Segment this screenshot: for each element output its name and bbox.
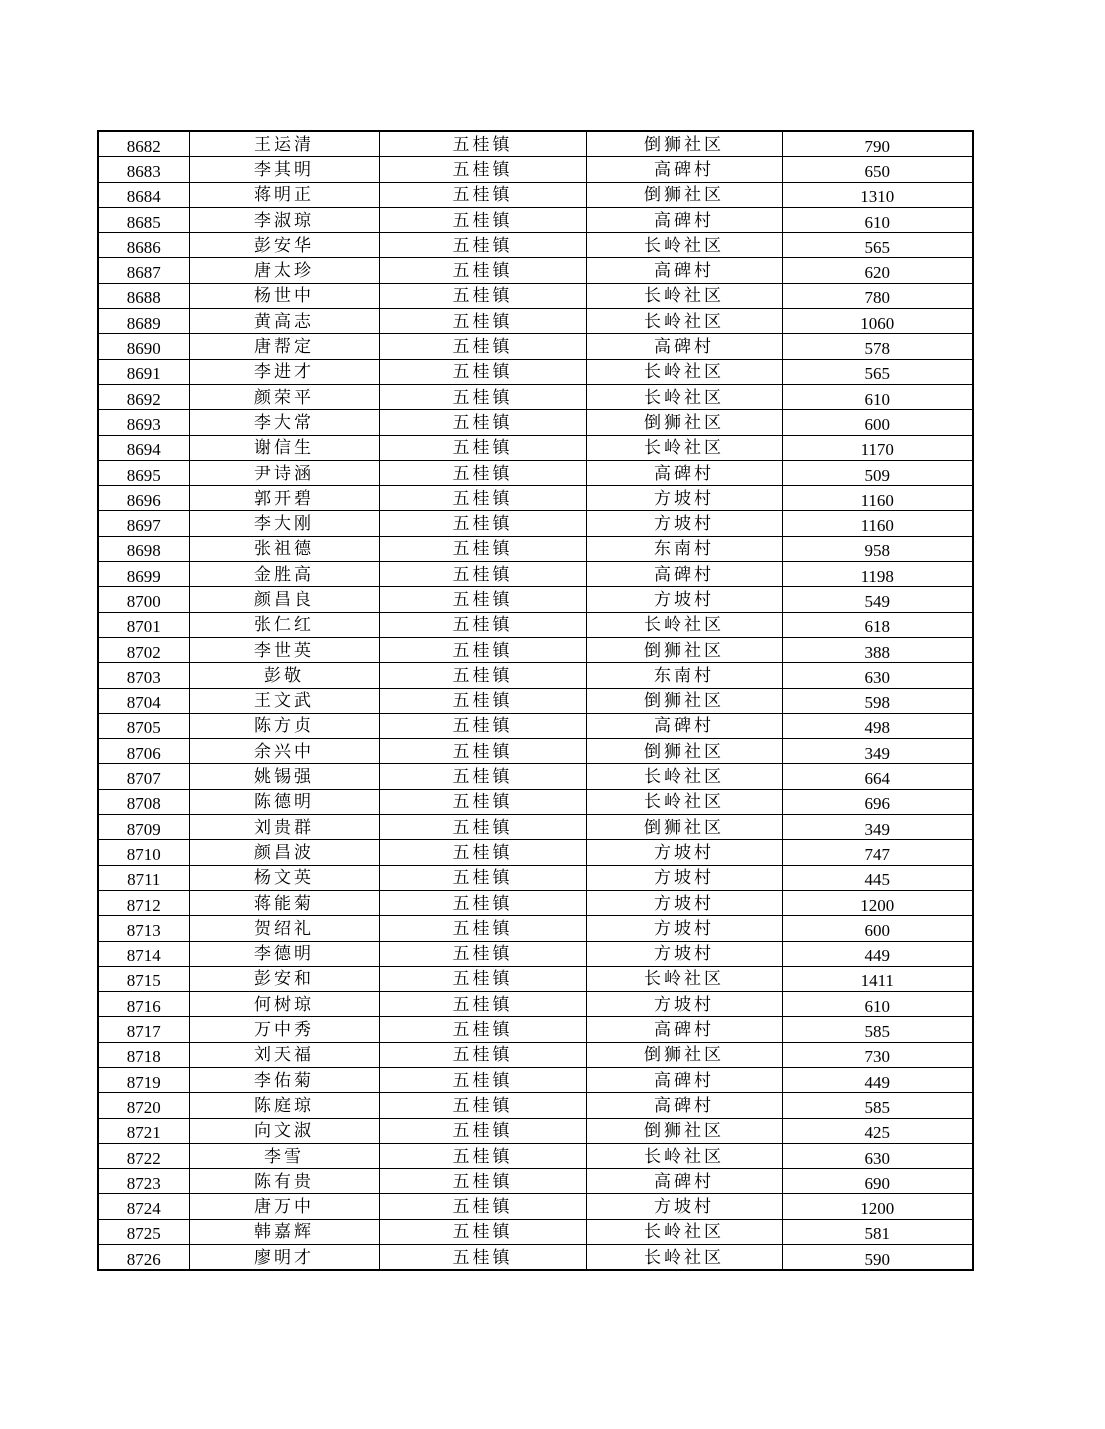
name-cell: 刘天福 [189, 1042, 379, 1067]
village-cell: 倒狮社区 [586, 1042, 782, 1067]
serial-number-cell: 8692 [98, 384, 189, 409]
serial-number-cell: 8710 [98, 840, 189, 865]
village-cell: 方坡村 [586, 865, 782, 890]
serial-number-cell: 8707 [98, 764, 189, 789]
village-cell: 高碑村 [586, 207, 782, 232]
table-row [98, 562, 973, 587]
town-cell: 五桂镇 [379, 283, 586, 308]
name-cell: 黄高志 [189, 309, 379, 334]
table-row [98, 764, 973, 789]
town-cell: 五桂镇 [379, 258, 586, 283]
amount-cell: 620 [782, 258, 973, 283]
village-cell: 倒狮社区 [586, 688, 782, 713]
table-row [98, 334, 973, 359]
table-row [98, 182, 973, 207]
amount-cell: 730 [782, 1042, 973, 1067]
town-cell: 五桂镇 [379, 1067, 586, 1092]
table-row [98, 460, 973, 485]
village-cell: 长岭社区 [586, 233, 782, 258]
amount-cell: 610 [782, 384, 973, 409]
name-cell: 向文淑 [189, 1118, 379, 1143]
town-cell: 五桂镇 [379, 1143, 586, 1168]
amount-cell: 349 [782, 815, 973, 840]
amount-cell: 958 [782, 536, 973, 561]
serial-number-cell: 8698 [98, 536, 189, 561]
name-cell: 金胜高 [189, 562, 379, 587]
village-cell: 方坡村 [586, 1194, 782, 1219]
town-cell: 五桂镇 [379, 865, 586, 890]
village-cell: 高碑村 [586, 1067, 782, 1092]
name-cell: 唐万中 [189, 1194, 379, 1219]
town-cell: 五桂镇 [379, 1118, 586, 1143]
village-cell: 长岭社区 [586, 359, 782, 384]
village-cell: 高碑村 [586, 1017, 782, 1042]
serial-number-cell: 8724 [98, 1194, 189, 1219]
amount-cell: 600 [782, 410, 973, 435]
town-cell: 五桂镇 [379, 1245, 586, 1271]
village-cell: 方坡村 [586, 587, 782, 612]
table-row [98, 1169, 973, 1194]
name-cell: 彭安华 [189, 233, 379, 258]
village-cell: 高碑村 [586, 713, 782, 738]
table-row [98, 1042, 973, 1067]
name-cell: 李德明 [189, 941, 379, 966]
table-row [98, 1118, 973, 1143]
village-cell: 长岭社区 [586, 966, 782, 991]
town-cell: 五桂镇 [379, 612, 586, 637]
name-cell: 李佑菊 [189, 1067, 379, 1092]
name-cell: 杨文英 [189, 865, 379, 890]
name-cell: 李雪 [189, 1143, 379, 1168]
town-cell: 五桂镇 [379, 334, 586, 359]
amount-cell: 1310 [782, 182, 973, 207]
village-cell: 高碑村 [586, 258, 782, 283]
serial-number-cell: 8702 [98, 637, 189, 662]
table-row [98, 131, 973, 157]
amount-cell: 618 [782, 612, 973, 637]
village-cell: 长岭社区 [586, 283, 782, 308]
name-cell: 陈庭琼 [189, 1093, 379, 1118]
serial-number-cell: 8686 [98, 233, 189, 258]
serial-number-cell: 8690 [98, 334, 189, 359]
village-cell: 倒狮社区 [586, 131, 782, 157]
serial-number-cell: 8723 [98, 1169, 189, 1194]
village-cell: 倒狮社区 [586, 637, 782, 662]
amount-cell: 790 [782, 131, 973, 157]
village-cell: 长岭社区 [586, 1219, 782, 1244]
table-row [98, 815, 973, 840]
name-cell: 唐太珍 [189, 258, 379, 283]
serial-number-cell: 8716 [98, 992, 189, 1017]
amount-cell: 610 [782, 207, 973, 232]
town-cell: 五桂镇 [379, 764, 586, 789]
town-cell: 五桂镇 [379, 916, 586, 941]
amount-cell: 1198 [782, 562, 973, 587]
amount-cell: 600 [782, 916, 973, 941]
village-cell: 高碑村 [586, 157, 782, 182]
amount-cell: 696 [782, 789, 973, 814]
town-cell: 五桂镇 [379, 207, 586, 232]
serial-number-cell: 8713 [98, 916, 189, 941]
name-cell: 杨世中 [189, 283, 379, 308]
amount-cell: 1160 [782, 511, 973, 536]
table-row [98, 966, 973, 991]
table-row [98, 283, 973, 308]
serial-number-cell: 8721 [98, 1118, 189, 1143]
name-cell: 陈有贵 [189, 1169, 379, 1194]
name-cell: 彭敬 [189, 663, 379, 688]
amount-cell: 565 [782, 233, 973, 258]
town-cell: 五桂镇 [379, 713, 586, 738]
serial-number-cell: 8715 [98, 966, 189, 991]
serial-number-cell: 8683 [98, 157, 189, 182]
table-row [98, 941, 973, 966]
town-cell: 五桂镇 [379, 941, 586, 966]
amount-cell: 509 [782, 460, 973, 485]
village-cell: 东南村 [586, 663, 782, 688]
table-row [98, 233, 973, 258]
amount-cell: 388 [782, 637, 973, 662]
name-cell: 唐帮定 [189, 334, 379, 359]
town-cell: 五桂镇 [379, 435, 586, 460]
name-cell: 蒋明正 [189, 182, 379, 207]
table-row [98, 840, 973, 865]
town-cell: 五桂镇 [379, 410, 586, 435]
village-cell: 倒狮社区 [586, 739, 782, 764]
table-row [98, 916, 973, 941]
table-row [98, 410, 973, 435]
town-cell: 五桂镇 [379, 890, 586, 915]
serial-number-cell: 8697 [98, 511, 189, 536]
amount-cell: 780 [782, 283, 973, 308]
name-cell: 李大常 [189, 410, 379, 435]
village-cell: 方坡村 [586, 890, 782, 915]
amount-cell: 690 [782, 1169, 973, 1194]
table-row [98, 1017, 973, 1042]
serial-number-cell: 8704 [98, 688, 189, 713]
amount-cell: 565 [782, 359, 973, 384]
town-cell: 五桂镇 [379, 1017, 586, 1042]
town-cell: 五桂镇 [379, 637, 586, 662]
village-cell: 高碑村 [586, 562, 782, 587]
name-cell: 王运清 [189, 131, 379, 157]
name-cell: 王文武 [189, 688, 379, 713]
village-cell: 长岭社区 [586, 612, 782, 637]
amount-cell: 445 [782, 865, 973, 890]
name-cell: 姚锡强 [189, 764, 379, 789]
town-cell: 五桂镇 [379, 1169, 586, 1194]
serial-number-cell: 8696 [98, 486, 189, 511]
town-cell: 五桂镇 [379, 1042, 586, 1067]
village-cell: 长岭社区 [586, 309, 782, 334]
serial-number-cell: 8684 [98, 182, 189, 207]
serial-number-cell: 8703 [98, 663, 189, 688]
village-cell: 高碑村 [586, 1169, 782, 1194]
amount-cell: 610 [782, 992, 973, 1017]
amount-cell: 1160 [782, 486, 973, 511]
town-cell: 五桂镇 [379, 486, 586, 511]
serial-number-cell: 8693 [98, 410, 189, 435]
town-cell: 五桂镇 [379, 992, 586, 1017]
town-cell: 五桂镇 [379, 359, 586, 384]
name-cell: 韩嘉辉 [189, 1219, 379, 1244]
town-cell: 五桂镇 [379, 587, 586, 612]
amount-cell: 1170 [782, 435, 973, 460]
table-row [98, 713, 973, 738]
amount-cell: 578 [782, 334, 973, 359]
amount-cell: 590 [782, 1245, 973, 1271]
town-cell: 五桂镇 [379, 309, 586, 334]
amount-cell: 585 [782, 1093, 973, 1118]
amount-cell: 1200 [782, 1194, 973, 1219]
amount-cell: 449 [782, 941, 973, 966]
name-cell: 李进才 [189, 359, 379, 384]
village-cell: 高碑村 [586, 334, 782, 359]
amount-cell: 1060 [782, 309, 973, 334]
serial-number-cell: 8700 [98, 587, 189, 612]
village-cell: 方坡村 [586, 511, 782, 536]
town-cell: 五桂镇 [379, 688, 586, 713]
village-cell: 长岭社区 [586, 435, 782, 460]
town-cell: 五桂镇 [379, 663, 586, 688]
village-cell: 倒狮社区 [586, 815, 782, 840]
name-cell: 张仁红 [189, 612, 379, 637]
serial-number-cell: 8706 [98, 739, 189, 764]
table-row [98, 309, 973, 334]
table-row [98, 587, 973, 612]
amount-cell: 664 [782, 764, 973, 789]
village-cell: 东南村 [586, 536, 782, 561]
table-row [98, 486, 973, 511]
village-cell: 长岭社区 [586, 1143, 782, 1168]
serial-number-cell: 8717 [98, 1017, 189, 1042]
name-cell: 颜昌良 [189, 587, 379, 612]
name-cell: 刘贵群 [189, 815, 379, 840]
table-row [98, 207, 973, 232]
name-cell: 张祖德 [189, 536, 379, 561]
table-row [98, 258, 973, 283]
village-cell: 方坡村 [586, 992, 782, 1017]
town-cell: 五桂镇 [379, 1219, 586, 1244]
serial-number-cell: 8708 [98, 789, 189, 814]
amount-cell: 1200 [782, 890, 973, 915]
name-cell: 李世英 [189, 637, 379, 662]
table-row [98, 865, 973, 890]
serial-number-cell: 8691 [98, 359, 189, 384]
serial-number-cell: 8711 [98, 865, 189, 890]
town-cell: 五桂镇 [379, 815, 586, 840]
town-cell: 五桂镇 [379, 1093, 586, 1118]
serial-number-cell: 8682 [98, 131, 189, 157]
name-cell: 何树琼 [189, 992, 379, 1017]
town-cell: 五桂镇 [379, 739, 586, 764]
table-row [98, 1093, 973, 1118]
table-row [98, 157, 973, 182]
village-cell: 方坡村 [586, 486, 782, 511]
serial-number-cell: 8685 [98, 207, 189, 232]
town-cell: 五桂镇 [379, 233, 586, 258]
town-cell: 五桂镇 [379, 789, 586, 814]
name-cell: 余兴中 [189, 739, 379, 764]
town-cell: 五桂镇 [379, 536, 586, 561]
serial-number-cell: 8695 [98, 460, 189, 485]
town-cell: 五桂镇 [379, 840, 586, 865]
name-cell: 陈德明 [189, 789, 379, 814]
table-row [98, 992, 973, 1017]
table-row [98, 1143, 973, 1168]
amount-cell: 498 [782, 713, 973, 738]
serial-number-cell: 8699 [98, 562, 189, 587]
serial-number-cell: 8726 [98, 1245, 189, 1271]
amount-cell: 1411 [782, 966, 973, 991]
serial-number-cell: 8709 [98, 815, 189, 840]
table-row [98, 435, 973, 460]
town-cell: 五桂镇 [379, 182, 586, 207]
name-cell: 谢信生 [189, 435, 379, 460]
serial-number-cell: 8720 [98, 1093, 189, 1118]
name-cell: 李其明 [189, 157, 379, 182]
name-cell: 蒋能菊 [189, 890, 379, 915]
amount-cell: 630 [782, 1143, 973, 1168]
name-cell: 郭开碧 [189, 486, 379, 511]
amount-cell: 349 [782, 739, 973, 764]
serial-number-cell: 8705 [98, 713, 189, 738]
village-cell: 高碑村 [586, 460, 782, 485]
village-cell: 长岭社区 [586, 789, 782, 814]
town-cell: 五桂镇 [379, 966, 586, 991]
name-cell: 李淑琼 [189, 207, 379, 232]
table-row [98, 890, 973, 915]
serial-number-cell: 8712 [98, 890, 189, 915]
table-row [98, 688, 973, 713]
serial-number-cell: 8718 [98, 1042, 189, 1067]
village-cell: 倒狮社区 [586, 182, 782, 207]
amount-cell: 549 [782, 587, 973, 612]
village-cell: 长岭社区 [586, 384, 782, 409]
table-row [98, 612, 973, 637]
amount-cell: 585 [782, 1017, 973, 1042]
village-cell: 倒狮社区 [586, 410, 782, 435]
amount-cell: 449 [782, 1067, 973, 1092]
serial-number-cell: 8689 [98, 309, 189, 334]
table-row [98, 739, 973, 764]
town-cell: 五桂镇 [379, 384, 586, 409]
serial-number-cell: 8719 [98, 1067, 189, 1092]
village-cell: 长岭社区 [586, 1245, 782, 1271]
table-row [98, 511, 973, 536]
amount-cell: 581 [782, 1219, 973, 1244]
name-cell: 贺绍礼 [189, 916, 379, 941]
name-cell: 李大刚 [189, 511, 379, 536]
table-row [98, 1194, 973, 1219]
serial-number-cell: 8687 [98, 258, 189, 283]
name-cell: 陈方贞 [189, 713, 379, 738]
town-cell: 五桂镇 [379, 562, 586, 587]
serial-number-cell: 8714 [98, 941, 189, 966]
name-cell: 彭安和 [189, 966, 379, 991]
amount-cell: 630 [782, 663, 973, 688]
village-cell: 倒狮社区 [586, 1118, 782, 1143]
records-table [97, 130, 974, 1271]
name-cell: 颜昌波 [189, 840, 379, 865]
village-cell: 长岭社区 [586, 764, 782, 789]
village-cell: 方坡村 [586, 840, 782, 865]
town-cell: 五桂镇 [379, 1194, 586, 1219]
town-cell: 五桂镇 [379, 157, 586, 182]
table-row [98, 536, 973, 561]
table-row [98, 663, 973, 688]
village-cell: 方坡村 [586, 941, 782, 966]
name-cell: 万中秀 [189, 1017, 379, 1042]
table-row [98, 789, 973, 814]
amount-cell: 650 [782, 157, 973, 182]
table-row [98, 1245, 973, 1271]
table-row [98, 384, 973, 409]
serial-number-cell: 8694 [98, 435, 189, 460]
table-row [98, 359, 973, 384]
serial-number-cell: 8725 [98, 1219, 189, 1244]
table-row [98, 1067, 973, 1092]
table-row [98, 1219, 973, 1244]
village-cell: 方坡村 [586, 916, 782, 941]
amount-cell: 747 [782, 840, 973, 865]
village-cell: 高碑村 [586, 1093, 782, 1118]
serial-number-cell: 8701 [98, 612, 189, 637]
records-table-body [98, 131, 973, 1270]
amount-cell: 598 [782, 688, 973, 713]
town-cell: 五桂镇 [379, 460, 586, 485]
name-cell: 尹诗涵 [189, 460, 379, 485]
town-cell: 五桂镇 [379, 511, 586, 536]
name-cell: 廖明才 [189, 1245, 379, 1271]
amount-cell: 425 [782, 1118, 973, 1143]
table-row [98, 637, 973, 662]
serial-number-cell: 8722 [98, 1143, 189, 1168]
serial-number-cell: 8688 [98, 283, 189, 308]
name-cell: 颜荣平 [189, 384, 379, 409]
town-cell: 五桂镇 [379, 131, 586, 157]
